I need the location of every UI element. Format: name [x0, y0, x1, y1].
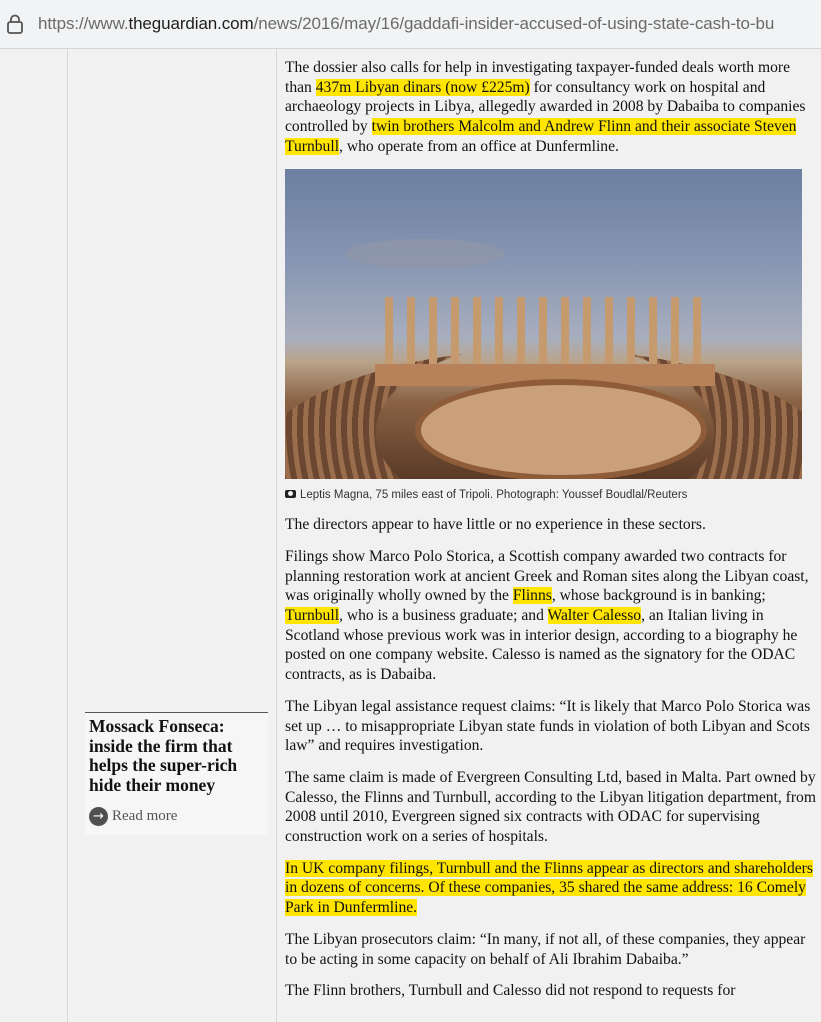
photo-caption — [285, 486, 817, 506]
article-paragraph — [285, 981, 817, 1001]
article-paragraph — [285, 515, 817, 535]
url-prefix: https://www. — [38, 14, 129, 33]
address-bar[interactable] — [0, 0, 821, 49]
highlighted-text: In UK company filings, Turnbull and the Flinns appear as directors and shareholders in dozens of concerns. Of these companies, 35 shared the same address: 16 Comely Park in Dunfermline. — [285, 859, 813, 917]
article-paragraph — [285, 859, 817, 918]
read-more-link[interactable] — [89, 807, 177, 826]
related-headline[interactable]: Mossack Fonseca: inside the firm that helps the super-rich hide their money — [89, 716, 238, 795]
paragraph-text: Filings show Marco Polo Storica, a Scottish company awarded two contracts for planning restoration work at ancient Greek and Roman sites along the Libyan coast, was originally wholly owned by the — [285, 547, 809, 605]
url-text[interactable] — [38, 14, 774, 34]
article-paragraph — [285, 58, 817, 157]
paragraph-text: The same claim is made of Evergreen Consulting Ltd, based in Malta. Part owned by Calesso, the Flinns and Turnbull, according to the Libyan litigation department, from 2008 until 2010, Evergreen signed six contracts with ODAC for supervising construction work on a series of hospitals. — [285, 768, 816, 846]
camera-icon — [285, 490, 296, 498]
column-divider — [67, 49, 68, 1022]
paragraph-text: The Flinn brothers, Turnbull and Calesso did not respond to requests for — [285, 982, 736, 1000]
related-article-card[interactable] — [85, 712, 268, 835]
url-path: /news/2016/may/16/gaddafi-insider-accused-of-using-state-cash-to-bu — [253, 14, 775, 33]
read-more-label: Read more — [112, 808, 178, 824]
leptis-magna-photo — [285, 169, 802, 479]
article-paragraph — [285, 768, 817, 847]
highlighted-text: Turnbull — [285, 607, 340, 625]
article-paragraph — [285, 697, 817, 756]
highlighted-text: twin brothers Malcolm and Andrew Flinn and their associate Steven Turnbull — [285, 118, 797, 155]
paragraph-text: , who is a business graduate; and — [339, 607, 548, 625]
paragraph-text: , who operate from an office at Dunfermline. — [339, 137, 619, 155]
paragraphs-before-image — [285, 58, 817, 157]
paragraph-text: The directors appear to have little or no experience in these sectors. — [285, 516, 706, 534]
caption-text: Leptis Magna, 75 miles east of Tripoli. Photograph: Youssef Boudlal/Reuters — [300, 488, 688, 501]
highlighted-text: Walter Calesso — [547, 607, 642, 625]
paragraph-text: The dossier also calls for help in investigating taxpayer-funded deals worth more than — [285, 59, 791, 96]
paragraphs-after-image — [285, 515, 817, 1001]
paragraph-text: , whose background is in banking; — [551, 587, 766, 605]
highlighted-text: 437m Libyan dinars (now £225m) — [315, 78, 530, 96]
paragraph-text: The Libyan legal assistance request claims: “It is likely that Marco Polo Storica was set up … to misappropriate Libyan state funds in violation of both Libyan and Scots law” and requires investigation. — [285, 697, 811, 755]
article-paragraph — [285, 930, 817, 969]
paragraph-text: The Libyan prosecutors claim: “In many, if not all, of these companies, they appear to be acting in some capacity on behalf of Ali Ibrahim Dabaiba.” — [285, 930, 806, 968]
article-figure — [285, 169, 817, 506]
article-paragraph — [285, 547, 817, 685]
column-divider — [276, 49, 277, 1022]
paragraph-text: , an Italian living in Scotland whose previous work was in interior design, according to a biography he posted on one company website. Calesso is named as the signatory for the ODAC contracts, as is Dabaiba. — [285, 607, 798, 684]
url-domain: theguardian.com — [128, 14, 254, 33]
highlighted-text: Flinns — [512, 587, 552, 605]
paragraph-text: for consultancy work on hospital and archaeology projects in Libya, allegedly awarded in 2008 by Dabaiba to companies controlled by — [285, 78, 806, 136]
arrow-right-icon: → — [89, 807, 108, 826]
article-body — [285, 58, 817, 1013]
lock-icon — [6, 14, 24, 34]
